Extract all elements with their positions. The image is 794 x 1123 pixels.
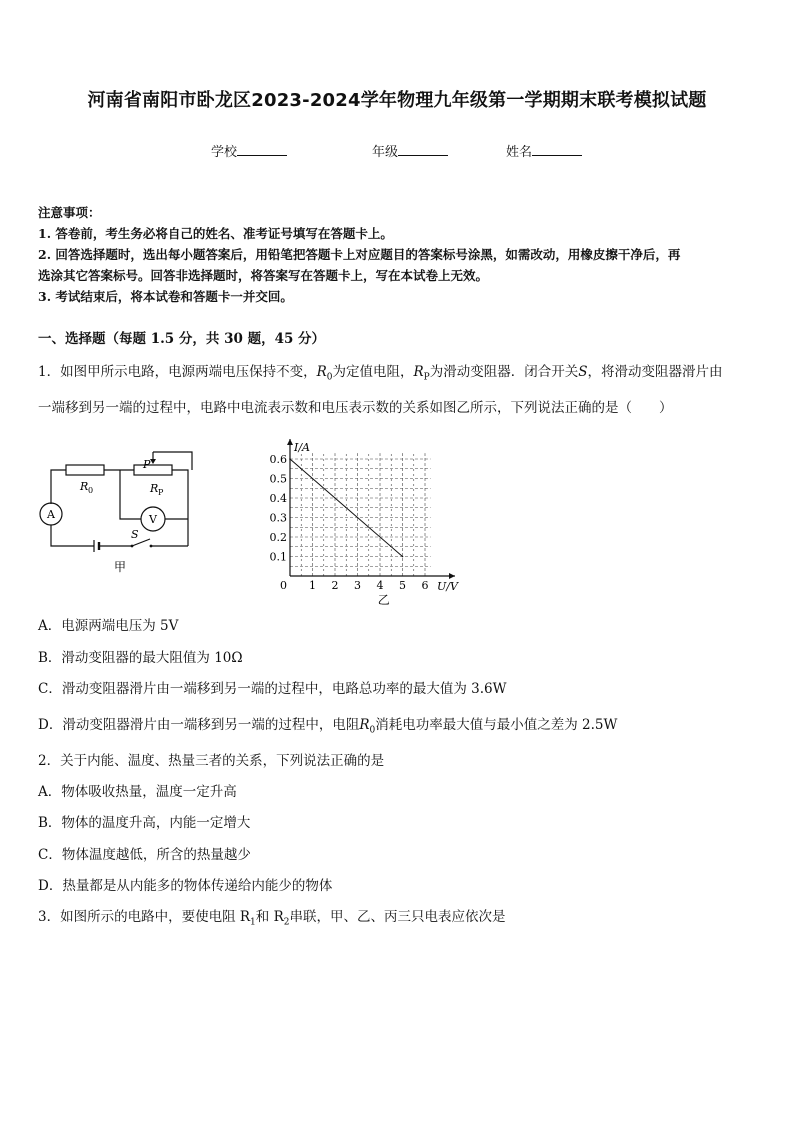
q1-text-d: ，将滑动变阻器滑片由 (587, 364, 723, 380)
rp-label: R (150, 482, 159, 495)
name-field[interactable] (506, 141, 582, 160)
name-label: 姓名 (506, 145, 533, 160)
q1-option-b[interactable]: B．滑动变阻器的最大阻值为 10Ω (38, 650, 243, 666)
notes-item-1: 1. 答卷前，考生务必将自己的姓名、准考证号填写在答题卡上。 (38, 226, 393, 241)
q3-text-b: 和 R (255, 909, 284, 925)
school-field[interactable] (211, 141, 287, 160)
q2-option-c[interactable]: C．物体温度越低，所含的热量越少 (38, 847, 251, 863)
x-axis-label: U/V (437, 580, 458, 593)
y-tick-label: 0.6 (269, 453, 287, 466)
q2-option-a[interactable]: A．物体吸收热量，温度一定升高 (38, 784, 237, 800)
q1-option-d-text-a: D．滑动变阻器滑片由一端移到另一端的过程中，电阻 (38, 717, 360, 733)
y-axis-label: I/A (294, 441, 310, 454)
slider-label: P (143, 458, 151, 471)
y-tick-label: 0.1 (269, 550, 287, 564)
q1-text-b: 为定值电阻， (332, 364, 414, 380)
q3-text-a: 3．如图所示的电路中，要使电阻 R (38, 909, 251, 925)
q1-text-c: 为滑动变阻器．闭合开关 (429, 364, 579, 380)
q1-option-d-sub: 0 (369, 725, 376, 736)
switch-label: S (131, 528, 139, 541)
iu-chart (262, 424, 492, 606)
r0-sub: 0 (326, 372, 333, 383)
r0-label: R (80, 480, 89, 493)
page-title: 河南省南阳市卧龙区2023-2024学年物理九年级第一学期期末联考模拟试题 (87, 90, 707, 111)
q1-stem-line2: 一端移到另一端的过程中，电路中电流表示数和电压表示数的关系如图乙所示，下列说法正确的是（ ） (38, 400, 673, 416)
voltmeter-label: V (149, 513, 157, 526)
r0-resistor (66, 465, 104, 475)
y-axis-arrow (287, 439, 293, 445)
x-axis-arrow (449, 573, 455, 579)
y-tick-label: 0.3 (269, 511, 287, 525)
notes-item-2-cont: 选涂其它答案标号。回答非选择题时，将答案写在答题卡上，写在本试卷上无效。 (38, 268, 489, 283)
chart-caption: 乙 (377, 593, 390, 606)
x-tick-label: 5 (399, 579, 406, 592)
q2-stem: 2．关于内能、温度、热量三者的关系，下列说法正确的是 (38, 753, 385, 769)
grade-blank[interactable] (398, 143, 448, 156)
notes-item-2: 2. 回答选择题时，选出每小题答案后，用铅笔把答题卡上对应题目的答案标号涂黑，如需改动，用橡皮擦干净后，再 (38, 247, 681, 262)
rp-symbol: R (413, 364, 424, 380)
y-tick-label: 0.5 (269, 472, 287, 486)
rp-resistor (134, 465, 172, 475)
school-blank[interactable] (237, 143, 287, 156)
q2-option-d[interactable]: D．热量都是从内能多的物体传递给内能少的物体 (38, 878, 333, 894)
r0-label-sub: 0 (88, 486, 94, 495)
q1-stem-line1 (38, 360, 722, 383)
q1-option-d-text-b: 消耗电功率最大值与最小值之差为 2.5W (375, 717, 618, 733)
notes-heading: 注意事项： (38, 205, 101, 220)
q2-option-b[interactable]: B．物体的温度升高，内能一定增大 (38, 815, 251, 831)
school-label: 学校 (211, 145, 238, 160)
y-tick-label: 0.2 (269, 531, 287, 544)
origin-label: 0 (280, 579, 287, 592)
data-point (289, 458, 291, 460)
rp-sub: P (423, 372, 430, 383)
q1-option-d[interactable] (38, 713, 617, 736)
x-tick-label: 3 (354, 579, 361, 592)
grade-field[interactable] (372, 141, 448, 160)
q3-stem (38, 905, 505, 928)
name-blank[interactable] (532, 143, 582, 156)
ammeter-label: A (47, 508, 55, 521)
q3-sub-2: 2 (283, 917, 290, 928)
x-tick-label: 6 (421, 579, 429, 592)
r0-symbol: R (316, 364, 327, 380)
circuit-diagram (34, 448, 204, 576)
circuit-caption: 甲 (114, 560, 127, 574)
grade-label: 年级 (372, 145, 399, 160)
q3-sub-1: 1 (250, 917, 256, 928)
x-tick-label: 2 (331, 579, 339, 592)
q3-text-c: 串联，甲、乙、丙三只电表应依次是 (289, 909, 506, 925)
q1-option-c[interactable]: C．滑动变阻器滑片由一端移到另一端的过程中，电路总功率的最大值为 3.6W (38, 681, 507, 697)
switch-symbol: S (578, 364, 588, 380)
y-tick-label: 0.4 (269, 492, 287, 505)
slider-arrow (150, 459, 156, 464)
x-tick-label: 1 (309, 579, 316, 592)
section-heading: 一、选择题（每题 1.5 分，共 30 题，45 分） (38, 331, 326, 347)
x-tick-label: 4 (376, 579, 384, 592)
q1-text-a: 1．如图甲所示电路，电源两端电压保持不变， (38, 364, 317, 380)
notes-item-3: 3. 考试结束后，将本试卷和答题卡一并交回。 (38, 289, 293, 304)
rp-label-sub: P (158, 488, 164, 497)
q1-option-a[interactable]: A．电源两端电压为 5V (38, 618, 179, 634)
q1-option-d-r: R (359, 717, 370, 733)
data-point (402, 556, 404, 558)
